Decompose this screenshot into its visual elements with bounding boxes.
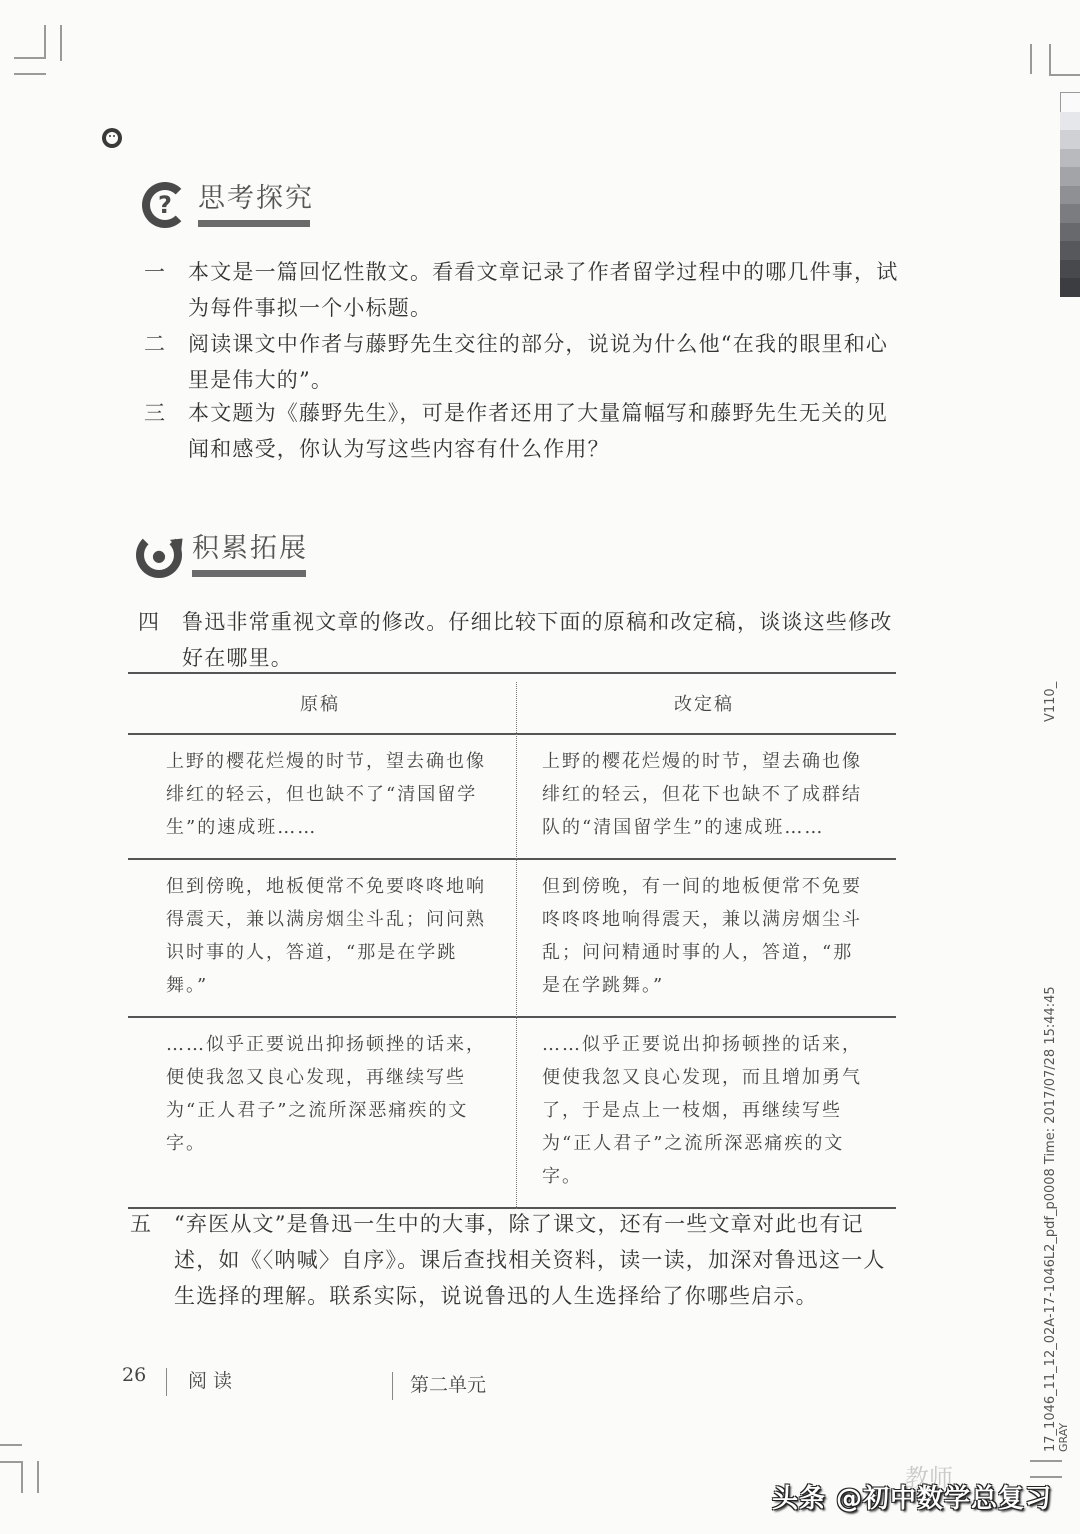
crop-mark bbox=[60, 25, 62, 61]
footer-section: 阅 读 bbox=[188, 1370, 233, 1392]
crop-mark bbox=[1049, 74, 1080, 76]
question-number: 一 bbox=[144, 260, 165, 284]
question-item bbox=[144, 326, 904, 398]
table-header-row bbox=[128, 674, 896, 733]
crop-mark bbox=[37, 1461, 39, 1493]
crop-mark bbox=[0, 1444, 22, 1446]
section-underline bbox=[192, 570, 306, 577]
section-title: 思考探究 bbox=[198, 183, 314, 214]
section-title: 积累拓展 bbox=[192, 533, 308, 564]
question-number: 三 bbox=[144, 401, 165, 425]
comparison-table bbox=[128, 672, 896, 1209]
cell-original: 但到傍晚，地板便常不免要咚咚地响得震天，兼以满房烟尘斗乱；问问熟识时事的人，答道，“那是在学跳舞。” bbox=[166, 876, 486, 996]
crop-mark bbox=[14, 57, 46, 59]
question-item bbox=[138, 604, 902, 676]
question-text: “弃医从文”是鲁迅一生中的大事，除了课文，还有一些文章对此也有记述，如《〈呐喊〉自序》。课后查找相关资料，读一读，加深对鲁迅这一人生选择的理解。联系实际，说说鲁迅的人生选择给了你哪些启示。 bbox=[174, 1212, 886, 1308]
question-text: 鲁迅非常重视文章的修改。仔细比较下面的原稿和改定稿，谈谈这些修改好在哪里。 bbox=[182, 610, 893, 670]
cell-original: 上野的樱花烂熳的时节，望去确也像绯红的轻云，但也缺不了“清国留学生”的速成班…… bbox=[166, 751, 486, 838]
crop-mark bbox=[44, 25, 46, 59]
watermark-ghost: 教师 bbox=[905, 1464, 953, 1492]
question-item bbox=[130, 1206, 894, 1314]
question-item bbox=[144, 254, 904, 326]
question-icon: ? bbox=[142, 182, 188, 228]
crop-mark bbox=[1049, 44, 1051, 74]
crop-mark bbox=[1030, 1460, 1062, 1462]
section-underline bbox=[198, 220, 310, 227]
cell-revised: ……似乎正要说出抑扬顿挫的话来，便使我忽又良心发现，而且增加勇气了，于是点上一枝烟，再继续写些为“正人君子”之流所深恶痛疾的文字。 bbox=[542, 1034, 862, 1187]
question-item bbox=[144, 395, 904, 467]
section-header-thinking bbox=[142, 182, 314, 228]
crop-mark bbox=[21, 1461, 23, 1493]
question-number: 二 bbox=[144, 332, 165, 356]
section-header-expansion bbox=[136, 532, 308, 578]
footer-divider bbox=[392, 1372, 393, 1400]
print-file-info: 17_1046_11_12_02A-17-1046L2_pdf_p0008 Time: 2017/07/28 15:44:45 bbox=[1043, 986, 1058, 1452]
header-revised: 改定稿 bbox=[674, 694, 734, 715]
watermark: 头条 @初中数学总复习 bbox=[772, 1484, 1053, 1514]
header-original: 原稿 bbox=[300, 694, 340, 715]
table-row bbox=[128, 735, 896, 858]
table-row bbox=[128, 860, 896, 1016]
crop-mark bbox=[0, 1461, 22, 1463]
grayscale-calibration-strip bbox=[1060, 92, 1080, 297]
question-text: 阅读课文中作者与藤野先生交往的部分，说说为什么他“在我的眼里和心里是伟大的”。 bbox=[188, 332, 889, 392]
print-code: V110_ bbox=[1043, 681, 1058, 722]
question-number: 五 bbox=[130, 1212, 151, 1236]
refresh-arrow-icon: ● bbox=[136, 532, 182, 578]
cell-revised: 但到傍晚，有一间的地板便常不免要咚咚咚地响得震天，兼以满房烟尘斗乱；问问精通时事的人，答道，“那是在学跳舞。” bbox=[542, 876, 862, 996]
question-text: 本文是一篇回忆性散文。看看文章记录了作者留学过程中的哪几件事，试为每件事拟一个小标题。 bbox=[188, 260, 899, 320]
question-number: 四 bbox=[138, 610, 159, 634]
crop-mark bbox=[1030, 44, 1032, 74]
smiley-icon bbox=[102, 128, 122, 148]
table-row bbox=[128, 1018, 896, 1207]
page-number: 26 bbox=[122, 1364, 147, 1386]
cell-original: ……似乎正要说出抑扬顿挫的话来，便使我忽又良心发现，再继续写些为“正人君子”之流所深恶痛疾的文字。 bbox=[166, 1034, 486, 1154]
question-text: 本文题为《藤野先生》，可是作者还用了大量篇幅写和藤野先生无关的见闻和感受，你认为写这些内容有什么作用？ bbox=[188, 401, 888, 461]
footer-divider bbox=[166, 1368, 167, 1396]
footer-unit: 第二单元 bbox=[410, 1374, 487, 1396]
crop-mark bbox=[14, 73, 46, 75]
print-gray-label: GRAY bbox=[1057, 1422, 1070, 1452]
cell-revised: 上野的樱花烂熳的时节，望去确也像绯红的轻云，但花下也缺不了成群结队的“清国留学生”的速成班…… bbox=[542, 751, 862, 838]
